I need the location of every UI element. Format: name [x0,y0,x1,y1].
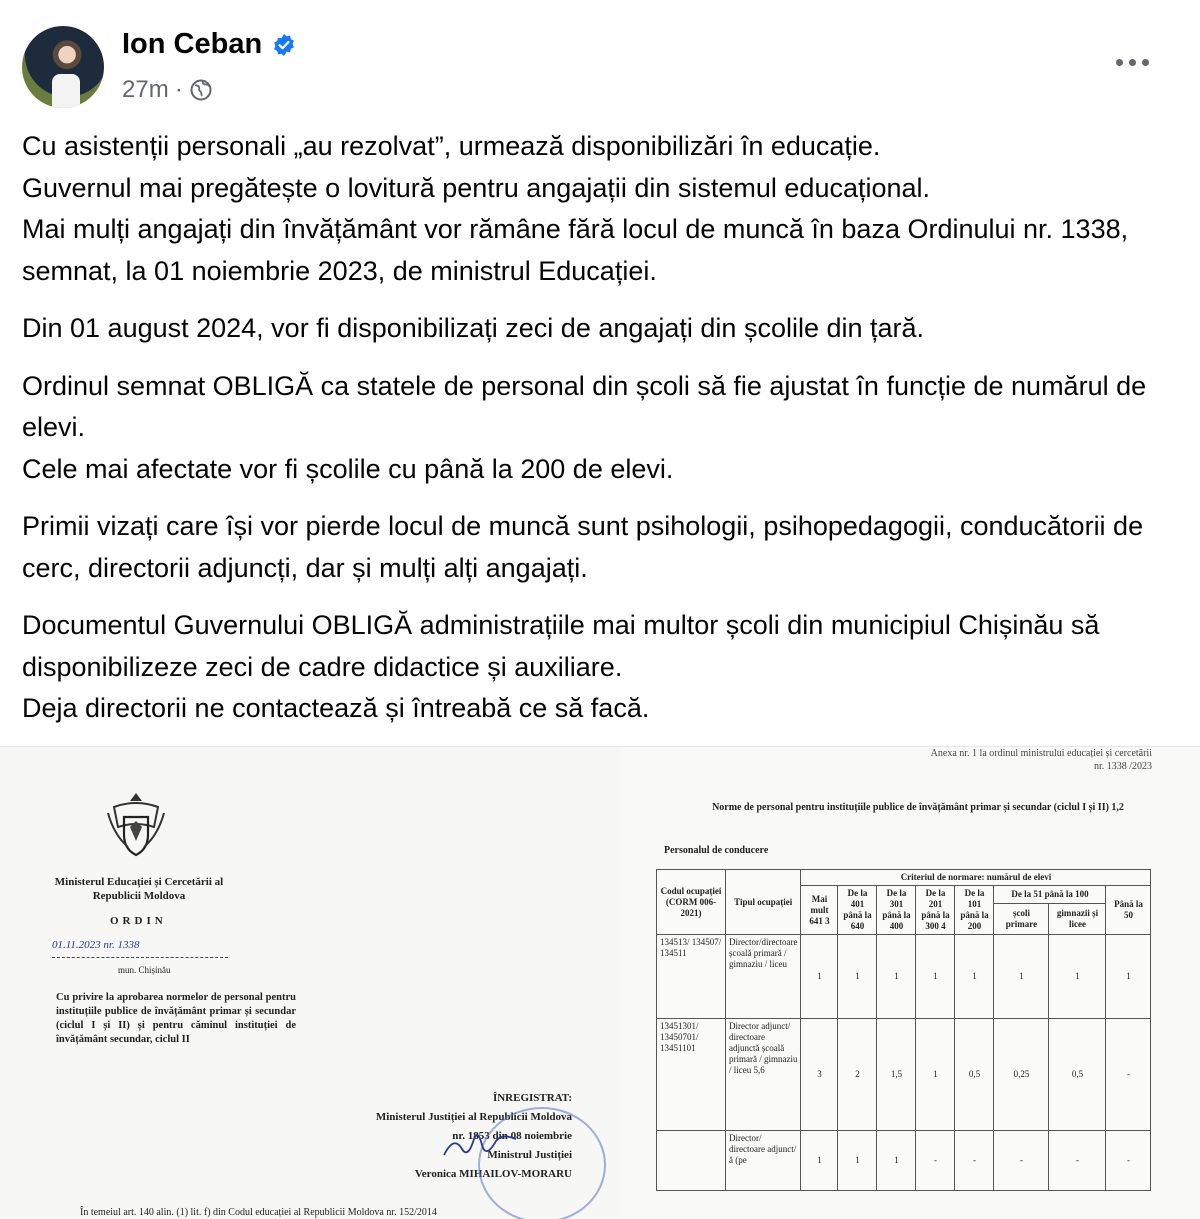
header-group: De la 51 până la 100 [994,886,1106,904]
post-text [22,126,1182,746]
cell-value: 0,5 [1049,1019,1106,1131]
cell-value: 1 [955,935,994,1019]
post-paragraph-1 [22,126,1182,292]
post-line: Cele mai afectate vor fi școlile cu până la 200 de elevi. [22,453,674,484]
norms-title: Norme de personal pentru instituțiile publice de învățământ primar și secundar (ciclul I și II) 1,2 [712,802,1124,813]
cell-value: 1 [838,935,877,1019]
order-date-number: 01.11.2023 nr. 1338 [52,939,228,958]
cell-value: - [994,1131,1049,1191]
registration-line: Ministrul Justiției [487,1149,572,1161]
cell-value: 1 [1106,935,1151,1019]
verified-badge-icon [272,33,296,57]
globe-icon[interactable] [189,78,213,102]
table-row [657,935,1151,1019]
cell-value: 1 [838,1131,877,1191]
header-col: De la 301 până la 400 [877,886,916,935]
annex-line: Anexa nr. 1 la ordinul ministrului educației și cercetării [930,748,1152,759]
post-line: Ordinul semnat OBLIGĂ ca statele de personal din școli să fie ajustat în funcție de numărul de elevi. [22,370,1147,442]
norms-table [656,869,1151,1191]
moldova-coat-of-arms-icon [104,787,168,867]
cell-type: Director adjunct/ directoare adjunctă școală primară / gimnaziu / liceu 5,6 [726,1019,801,1131]
ministry-name: Ministerul Educației și Cercetării al Republicii Moldova [54,876,224,902]
header-criteria: Criteriul de normare: numărul de elevi [801,870,1151,886]
annex-reference [931,747,1152,773]
order-city: mun. Chișinău [118,965,171,975]
order-subject: Cu privire la aprobarea normelor de personal pentru instituțiile publice de învățământ primar și secundar (ciclul I și II) și pentru căminul instituției de învățământ secundar, ciclul II [56,992,296,1045]
table-header-row [657,870,1151,886]
cell-value: 1,5 [877,1019,916,1131]
cell-value: 3 [801,1019,838,1131]
order-document-image[interactable] [0,747,620,1219]
cell-value: 1 [916,935,955,1019]
legal-basis-text: În temeiul art. 140 alin. (1) lit. f) din Codul educației al Republicii Moldova nr. 152/2014 [80,1207,437,1218]
cell-value: 2 [838,1019,877,1131]
registration-line: nr. 1853 din 08 noiembrie [452,1130,572,1142]
post-paragraph-2 [22,308,1182,350]
annex-line: nr. 1338 /2023 [1093,761,1152,772]
post-line: Deja directorii ne contactează și întreabă ce să facă. [22,693,650,723]
cell-value: 1 [994,935,1049,1019]
header-sub: gimnazii și licee [1049,904,1106,935]
registration-line: ÎNREGISTRAT: [492,1092,572,1104]
cell-value: 1 [916,1019,955,1131]
post-time[interactable]: 27m [122,76,169,103]
table-row [657,1131,1151,1191]
cell-value: - [1106,1019,1151,1131]
registration-line: Ministerul Justiției al Republicii Moldova [375,1111,572,1123]
cell-value: - [1049,1131,1106,1191]
cell-type: Director/directoare școală primară / gimnaziu / liceu [726,935,801,1019]
header-sub: școli primare [994,904,1049,935]
header-col: Până la 50 [1106,886,1151,935]
post-line: Cu asistenții personali „au rezolvat”, urmează disponibilizări în educație. [22,131,881,161]
author-avatar[interactable] [22,26,104,108]
section-title: Personalul de conducere [664,845,769,856]
cell-value: 1 [1049,935,1106,1019]
cell-type: Director/ directoare adjunct/ă (pe [726,1131,801,1191]
document-type: ORDIN [110,915,167,927]
cell-value: 0,25 [994,1019,1049,1131]
registration-line: Veronica MIHAILOV-MORARU [414,1168,572,1180]
cell-value: - [1106,1131,1151,1191]
post-paragraph-5 [22,605,1182,730]
header-type: Tipul ocupației [726,870,801,935]
post-paragraph-4 [22,506,1182,589]
annex-document-image[interactable] [620,747,1200,1219]
post-line: Din 01 august 2024, vor fi disponibilizați zeci de angajați din școlile din țară. [22,313,925,343]
header-code: Codul ocupației (CORM 006-2021) [657,870,726,935]
post-paragraph-3 [22,366,1182,491]
post-media[interactable] [0,746,1200,1219]
header-col: De la 101 până la 200 [955,886,994,935]
cell-code: 134513/ 134507/ 134511 [657,935,726,1019]
avatar-figure [52,74,80,108]
signature-icon [440,1125,520,1165]
cell-value: - [955,1131,994,1191]
header-col: De la 401 până la 640 [838,886,877,935]
cell-value: 1 [801,935,838,1019]
cell-value: 1 [877,1131,916,1191]
cell-value: - [916,1131,955,1191]
post-line: Mai mulți angajați din învățământ vor rămâne fără locul de muncă în baza Ordinului nr. 1338, semnat, la 01 noiembrie 2023, de ministrul Educației. [22,214,1129,286]
cell-value: 0,5 [955,1019,994,1131]
post-meta [122,76,213,104]
cell-code: 13451301/ 13450701/ 13451101 [657,1019,726,1131]
header-col: Mai mult 641 3 [801,886,838,935]
cell-value: 1 [877,935,916,1019]
author-name[interactable]: Ion Ceban [122,28,263,60]
more-options-icon[interactable] [1116,50,1156,74]
table-row [657,1019,1151,1131]
cell-code [657,1131,726,1191]
post-line: Primii vizați care își vor pierde locul de muncă sunt psihologii, psihopedagogii, conducătorii de cerc, directorii adjuncți, dar și mulți alți angajați. [22,511,1144,583]
post-line: Guvernul mai pregătește o lovitură pentru angajații din sistemul educațional. [22,172,931,203]
cell-value: 1 [801,1131,838,1191]
header-col: De la 201 până la 300 4 [916,886,955,935]
post-line: Documentul Guvernului OBLIGĂ administrațiile mai multor școli din municipiul Chișinău să disponibilizeze zeci de cadre didactice și auxiliare. [22,610,1100,682]
meta-separator: · [174,76,183,103]
